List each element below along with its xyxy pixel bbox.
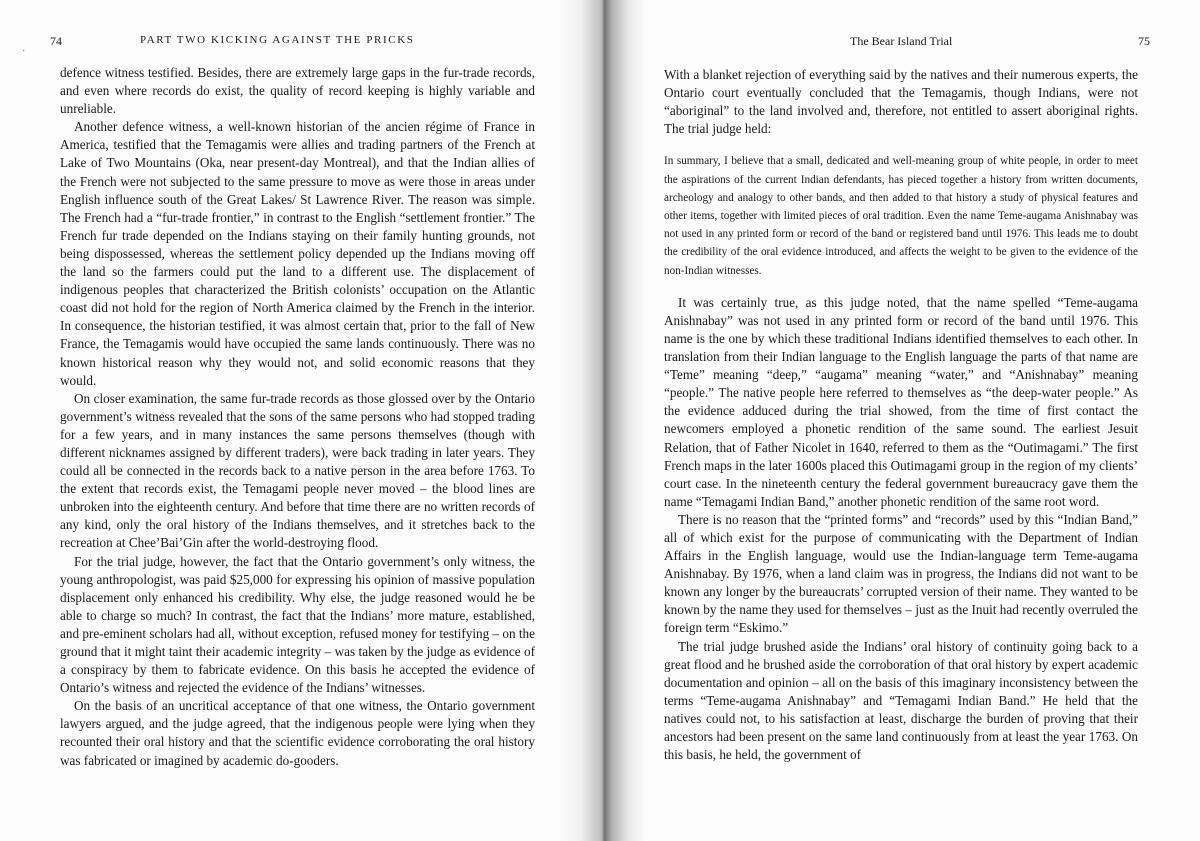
paragraph: Another defence witness, a well-known historian of the ancien régime of France in America, testified that the Temagamis were allies and trading partners of the French at Lake of Two Mountains (Oka, near present-day Montreal), and that the Indian allies of the French were not subjected to the same pressure to move as were those in areas under English influence south of the Great Lakes/ St Lawrence River. The reason was simple. The French had a “fur-trade frontier,” in contrast to the English “settlement frontier.” The French fur trade depended on the Indians staying on their family hunting grounds, not being dispossessed, whereas the settlement policy depended up the Indians moving off the land so the farmers could put the land to a different use. The displacement of indigenous peoples that characterized the British colonists’ occupation on the Atlantic coast did not hold for the region of North America claimed by the French in the interior. In consequence, the historian testified, it was almost certain that, prior to the fall of New France, the Temagamis would have occupied the same lands continuously. There was no known historical reason why they would not, and solid economic reasons that they would. — [60, 119, 535, 388]
paragraph: For the trial judge, however, the fact that the Ontario government’s only witness, the young anthropologist, was paid $25,000 for expressing his opinion of massive population displacement only enhanced his credibility. Why else, the judge reasoned would he be able to charge so much? In contrast, the fact that the Indians’ more mature, established, and pre-eminent scholars had all, without exception, refused money for testifying – on the ground that it might taint their academic integrity – was taken by the judge as evidence of a conspiracy by them to fabricate evidence. On this basis he accepted the evidence of Ontario’s witness and rejected the evidence of the Indians’ witnesses. — [60, 553, 535, 696]
paragraph: It was certainly true, as this judge noted, that the name spelled “Teme-augama Anishnabay” was not used in any printed form or record of the band until 1976. This name is the one by which these traditional Indians identified themselves to each other. In translation from their Indian language to the English language the parts of that name are “Teme” meaning “deep,” “augama” meaning “water,” and “Anishnabay” meaning “people.” The native people here referred to themselves as “the deep-water people.” As the evidence adduced during the trial showed, from the time of first contact the newcomers employed a phonetic rendition of the same sound. The earliest Jesuit Relation, that of Father Nicolet in 1640, referred to them as the “Outimagami.” The first French maps in the later 1600s placed this Outimagami group in the region of my clients’ court case. In the nineteenth century the federal government bureaucracy gave them the name “Temagami Indian Band,” another phonetic rendition of the same root word. — [664, 294, 1138, 509]
running-head: The Bear Island Trial — [850, 34, 953, 48]
paragraph: On closer examination, the same fur-trade records as those glossed over by the Ontario government’s witness revealed that the sons of the same persons who had stopped trading for a few years, and in many instances the same persons themselves (though with different nicknames assigned by different traders), were back trading in later years. They could all be connected in the records back to a native person in the area before 1763. To the extent that records exist, the Temagami people never moved – the blood lines are unbroken into the eighteenth century. And before that time there are no written records of any kind, only the oral history of the Indians themselves, and it stretches back to the recreation at Chee’Bai’Gin after the world-destroying flood. — [60, 390, 535, 551]
paragraph: The trial judge brushed aside the Indians’ oral history of continuity going back to a great flood and he brushed aside the corroboration of that oral history by expert academic documentation and opinion – all on the basis of this imaginary inconsistency between the terms “Teme-augama Anishnabay” and “Temagami Indian Band.” He held that the natives could not, to his satisfaction at least, discharge the burden of proving that their ancestors had been present on the same land continuously from at least the year 1763. On this basis, he held, the government of — [664, 638, 1138, 763]
block-quote: In summary, I believe that a small, dedicated and well-meaning group of white people, in order to meet the aspirations of the current Indian defendants, has pieced together a history from written documents, archeology and analogy to other bands, and then added to that history a study of physical features and other items, together with limited pieces of oral tradition. Even the name Teme-augama Anishnabay was not used in any printed form or record of the band or registered band until 1976. This leads me to doubt the credibility of the oral evidence introduced, and affects the weight to be given to the evidence of the non-Indian witnesses. — [664, 155, 1138, 277]
body-text — [664, 66, 1138, 764]
page-number: 74 — [50, 34, 62, 48]
right-page — [596, 0, 1200, 841]
paragraph: defence witness testified. Besides, there are extremely large gaps in the fur-trade records, and even where records do exist, the quality of record keeping is highly variable and unreliable. — [60, 65, 535, 117]
book-gutter-shadow — [560, 0, 646, 841]
running-head: PART TWO KICKING AGAINST THE PRICKS — [140, 34, 415, 46]
page-number: 75 — [1138, 34, 1150, 48]
body-text — [60, 64, 535, 770]
paragraph: There is no reason that the “printed forms” and “records” used by this “Indian Band,” all of which exist for the purpose of communicating with the Department of Indian Affairs in the English language, would use the Indian-language term Teme-augama Anishnabay. By 1976, when a land claim was in progress, the Indians did not want to be known any longer by the bureaucrats’ corrupted version of their name. They wanted to be known by the name they used for themselves – just as the Inuit had recently overruled the foreign term “Eskimo.” — [664, 511, 1138, 636]
paragraph: On the basis of an uncritical acceptance of that one witness, the Ontario government lawyers argued, and the judge agreed, that the indigenous people were lying when they recounted their oral history and that the scientific evidence corroborating the oral history was fabricated or imagined by academic do-gooders. — [60, 698, 535, 768]
margin-speck: · — [22, 46, 26, 57]
left-page — [0, 0, 596, 841]
paragraph: With a blanket rejection of everything said by the natives and their numerous experts, the Ontario court eventually concluded that the Temagamis, though Indians, were not “aboriginal” to the land involved and, therefore, not entitled to assert aboriginal rights. The trial judge held: — [664, 67, 1138, 137]
